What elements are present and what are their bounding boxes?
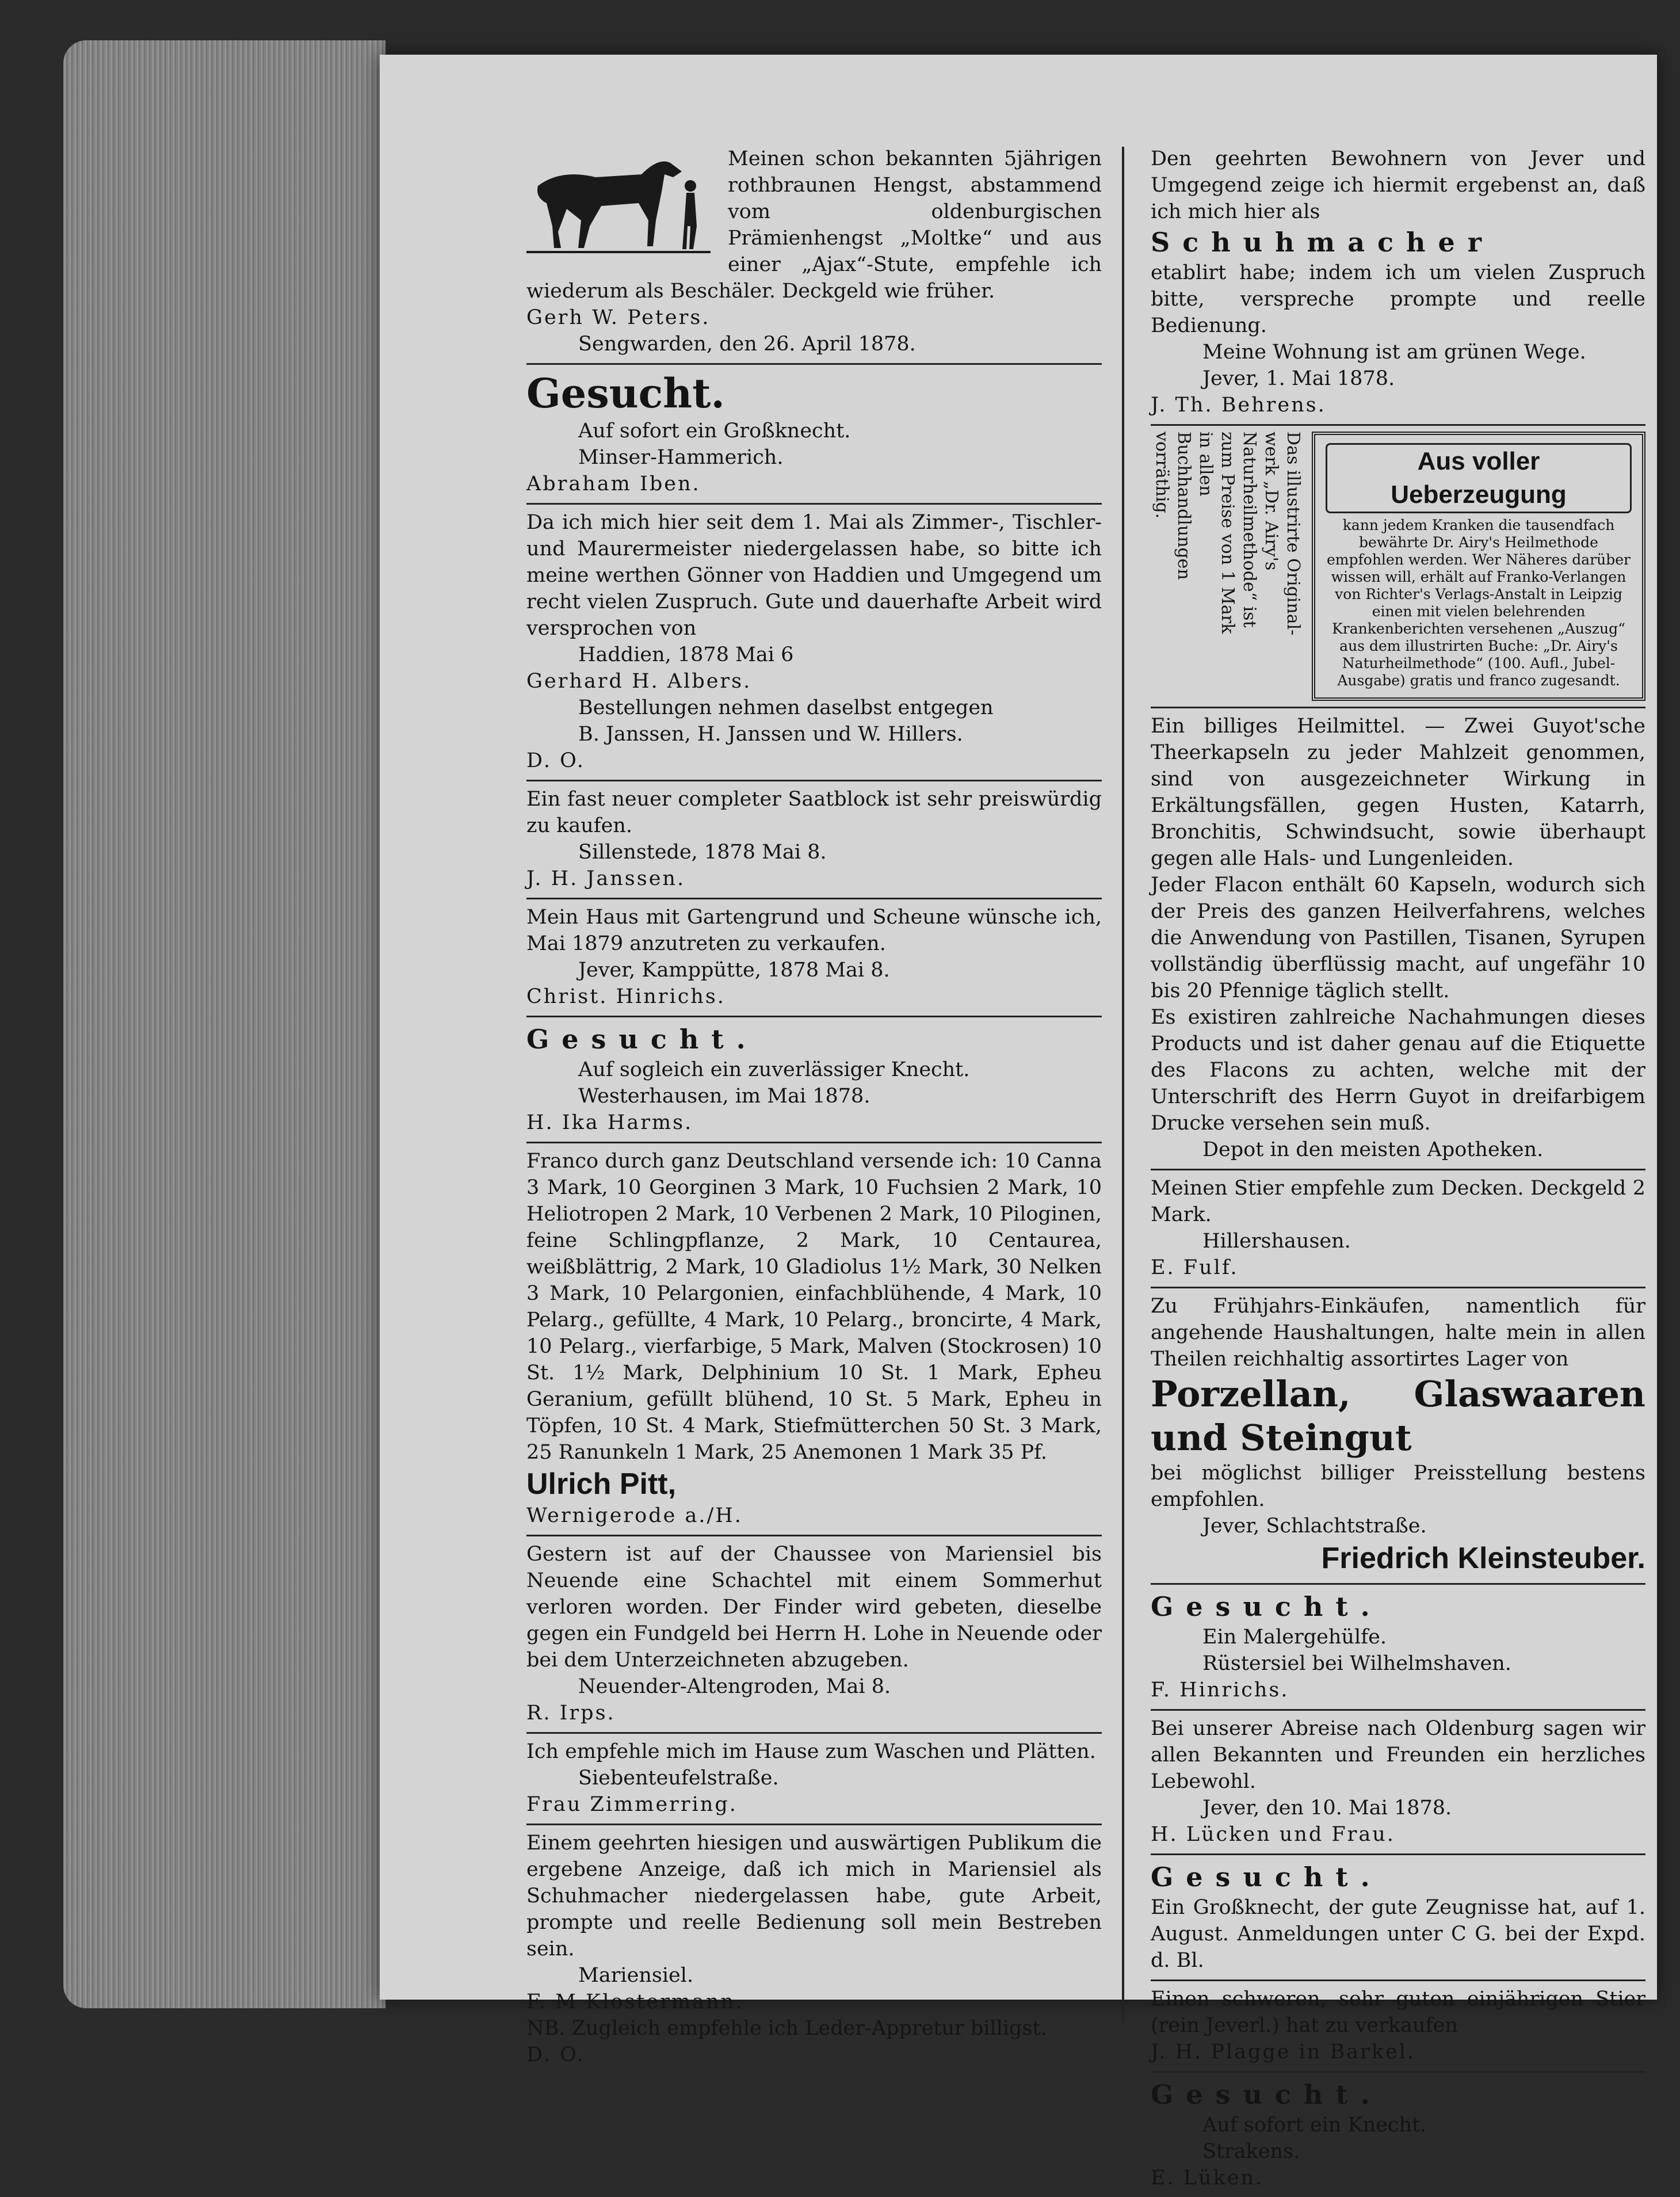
- ad-place: Jever, Schlachtstraße.: [1202, 1515, 1427, 1538]
- ad-horse: [526, 141, 1102, 365]
- ad-initials: D. O.: [526, 749, 585, 772]
- ad-signature: Gerhard H. Albers.: [526, 670, 752, 693]
- ad-luecken: [1151, 1711, 1645, 1855]
- ad-place: Strakens.: [1202, 2140, 1300, 2163]
- ad-heilmittel: [1151, 708, 1645, 1170]
- ad-date: Neuender-Altengroden, Mai 8.: [578, 1675, 891, 1698]
- newspaper-page: [380, 55, 1657, 2190]
- ad-signature: Abraham Iben.: [526, 472, 701, 495]
- ad-title: Aus voller Ueberzeugung: [1326, 443, 1632, 513]
- ad-place: Siebenteufelstraße.: [578, 1767, 779, 1790]
- ad-place: Minser-Hammerich.: [578, 446, 784, 469]
- ad-text: Franco durch ganz Deutschland versende ich: 10 Canna 3 Mark, 10 Georginen 3 Mark, 10 Fuchsien 2 Mark, 10 Heliotropen 2 Mark, 10 Verbenen 2 Mark, 10 Piloginen, feine Schlingpflanze, 2 Mark, 10 Centaurea, weißblättrig, 2 Mark, 10 Gladiolus 1½ Mark, 30 Nelken 3 Mark, 10 Pelargonien, einfachblühende, 4 Mark, 10 Pelarg., gefüllte, 4 Mark, 10 Pelarg., broncirte, 4 Mark, 10 Pelarg., vierfarbige, 5 Mark, Malven (Stockrosen) 10 St. 1½ Mark, Delphinium 10 St. 1 Mark, Epheu Geranium, gefüllt blühend, 10 St. 5 Mark, Epheu in Töpfen, 10 St. 4 Mark, Stiefmütterchen 50 St. 3 Mark, 25 Ranunkeln 1 Mark, 25 Anemonen 1 Mark 35 Pf.: [526, 1150, 1102, 1464]
- ad-signature: H. Lücken und Frau.: [1151, 1823, 1395, 1846]
- right-column: [1151, 141, 1645, 2197]
- ad-text: Auf sogleich ein zuverlässiger Knecht.: [578, 1058, 970, 1081]
- ad-text: Mein Haus mit Gartengrund und Scheune wünsche ich, Mai 1879 anzutreten zu verkaufen.: [526, 906, 1102, 955]
- ad-kleinsteuber: [1151, 1288, 1645, 1585]
- ad-date: Sillenstede, 1878 Mai 8.: [578, 841, 827, 864]
- ad-signature: R. Irps.: [526, 1702, 616, 1725]
- ad-signature: F. Hinrichs.: [1151, 1679, 1289, 1702]
- ad-place: Wernigerode a./H.: [526, 1504, 743, 1527]
- ad-text2: etablirt habe; indem ich um vielen Zuspruch bitte, verspreche prompte und reelle Bedienung.: [1151, 261, 1645, 337]
- ad-text: Den geehrten Bewohnern von Jever und Umgegend zeige ich hiermit ergebenst an, daß ich mich hier als: [1151, 147, 1645, 223]
- ad-text: Bei unserer Abreise nach Oldenburg sagen wir allen Bekannten und Freunden ein herzliches Lebewohl.: [1151, 1717, 1645, 1793]
- ad-haus: [526, 899, 1102, 1017]
- ad-signature: Frau Zimmerring.: [526, 1793, 738, 1816]
- column-divider: [1122, 147, 1124, 2023]
- ad-text: Einem geehrten hiesigen und auswärtigen Publikum die ergebene Anzeige, daß ich mich in Mariensiel als Schuhmacher niedergelassen habe, gute Arbeit, prompte und reelle Bedienung soll mein Bestreben sein.: [526, 1832, 1102, 1960]
- ad-title: Gesucht.: [526, 1024, 758, 1055]
- ad-title: Gesucht.: [1151, 1591, 1383, 1622]
- ad-text: Zu Frühjahrs-Einkäufen, namentlich für angehende Haushaltungen, halte mein in allen Theilen reichhaltig assortirtes Lager von: [1151, 1295, 1645, 1371]
- ad-orders: Bestellungen nehmen daselbst entgegen: [578, 696, 994, 719]
- ad-text: Einen schweren, sehr guten einjährigen Stier (rein Jeverl.) hat zu verkaufen: [1151, 1988, 1645, 2037]
- ad-klostermann: [526, 1825, 1102, 2074]
- ad-text: Auf sofort ein Knecht.: [1202, 2114, 1427, 2137]
- ad-text: kann jedem Kranken die tausendfach bewährte Dr. Airy's Heilmethode empfohlen werden. Wer Näheres darüber wissen will, erhält auf Franko-Verlangen von Richter's Verlags-Anstalt in Leipzig einen mit vielen belehrenden Krankenberichten versehenen „Auszug“ aus dem illustrirten Buche: „Dr. Airy's Naturheilmethode“ (100. Aufl., Jubel-Ausgabe) gratis und franco zugesandt.: [1327, 517, 1631, 689]
- left-column: [526, 141, 1102, 2074]
- ad-framed-box: [1312, 432, 1645, 701]
- ad-schachtel: [526, 1536, 1102, 1734]
- ad-date: Jever, Kamppütte, 1878 Mai 8.: [578, 959, 890, 982]
- ad-gesucht-grossknecht: [526, 365, 1102, 505]
- ad-date: Jever, den 10. Mai 1878.: [1202, 1796, 1452, 1820]
- ad-title: Gesucht.: [1151, 1862, 1383, 1893]
- ad-address: Meine Wohnung ist am grünen Wege.: [1202, 341, 1586, 364]
- ad-signature: Gerh W. Peters.: [526, 306, 711, 329]
- ad-text2: Jeder Flacon enthält 60 Kapseln, wodurch sich der Preis des ganzen Heilverfahrens, welches die Anwendung von Pastillen, Tisanen, Syrupen vollständig überflüssig macht, auf ungefähr 10 bis 20 Pfennige täglich stellt.: [1151, 874, 1645, 1002]
- ad-text: Auf sofort ein Großknecht.: [578, 419, 851, 443]
- ad-signature: J. H. Janssen.: [526, 867, 686, 890]
- ad-text: Ein Großknecht, der gute Zeugnisse hat, auf 1. August. Anmeldungen unter C G. bei der Expd. d. Bl.: [1151, 1896, 1645, 1972]
- ad-text: Meinen schon bekannten 5jährigen rothbraunen Hengst, abstammend vom oldenburgischen Prämienhengst „Moltke“ und aus einer „Ajax“-Stute, empfehle ich wiederum als Beschäler. Deckgeld wie früher.: [526, 147, 1102, 303]
- ad-text: Ein Malergehülfe.: [1202, 1626, 1387, 1649]
- ad-date: Jever, 1. Mai 1878.: [1202, 367, 1395, 390]
- ad-pitt-flowers: [526, 1143, 1102, 1536]
- ad-signature: Ulrich Pitt,: [526, 1467, 677, 1501]
- ad-signature: Christ. Hinrichs.: [526, 985, 726, 1008]
- ad-behrens: [1151, 141, 1645, 426]
- ad-stier: [1151, 1170, 1645, 1288]
- ad-saatblock: [526, 781, 1102, 899]
- ad-place: Rüstersiel bei Wilhelmshaven.: [1202, 1652, 1511, 1675]
- ad-signature: F. M Klostermann.: [526, 1990, 744, 2013]
- ad-names: B. Janssen, H. Janssen und W. Hillers.: [578, 723, 963, 746]
- ad-text: Gestern ist auf der Chaussee von Mariensiel bis Neuende eine Schachtel mit einem Sommerhut verloren worden. Der Finder wird gebeten, dieselbe gegen ein Fundgeld bei Herrn H. Lohe in Neuende oder bei dem Unterzeichneten abzugeben.: [526, 1543, 1102, 1672]
- ad-gesucht-grossknecht-2: [1151, 1855, 1645, 1981]
- ad-signature: J. Th. Behrens.: [1151, 394, 1326, 417]
- ad-text: Ein billiges Heilmittel. — Zwei Guyot'sche Theerkapseln zu jeder Mahlzeit genommen, sind von ausgezeichneter Wirkung in Erkältungsfällen, gegen Husten, Katarrh, Bronchitis, Schwindsucht, sowie überhaupt gegen alle Hals- und Lungenleiden.: [1151, 715, 1645, 870]
- ad-waschen: [526, 1734, 1102, 1825]
- book-page-stack: [63, 40, 385, 2008]
- ad-text2: bei möglichst billiger Preisstellung bestens empfohlen.: [1151, 1462, 1645, 1511]
- ad-title: Gesucht.: [526, 369, 725, 417]
- ad-date: Haddien, 1878 Mai 6: [578, 643, 794, 666]
- ad-vertical-text: Das illustrirte Original-werk „Dr. Airy's Naturheilmethode“ ist zum Preise von 1 Mark in allen Buchhandlungen vorräthig.: [1152, 432, 1303, 636]
- ad-text: Ein fast neuer completer Saatblock ist sehr preiswürdig zu kaufen.: [526, 788, 1102, 837]
- ad-text: Da ich mich hier seit dem 1. Mai als Zimmer-, Tischler- und Maurermeister niedergelassen habe, so bitte ich meine werthen Gönner von Haddien und Umgegend um recht vielen Zuspruch. Gute und dauerhafte Arbeit wird versprochen von: [526, 511, 1102, 640]
- ad-signature: H. Ika Harms.: [526, 1111, 693, 1134]
- ad-place: Hillershausen.: [1202, 1230, 1351, 1253]
- ad-gesucht-maler: [1151, 1585, 1645, 1711]
- ad-airy: [1151, 426, 1645, 708]
- ad-gesucht-knecht: [526, 1017, 1102, 1143]
- ad-place: Mariensiel.: [578, 1964, 694, 1987]
- ad-text: Ich empfehle mich im Hause zum Waschen und Plätten.: [526, 1740, 1096, 1763]
- ad-note: NB. Zugleich empfehle ich Leder-Appretur billigst.: [526, 2017, 1047, 2040]
- ad-title: Schuhmacher: [1151, 227, 1494, 258]
- ad-signature: Friedrich Kleinsteuber.: [1321, 1542, 1645, 1575]
- ad-text3: Es existiren zahlreiche Nachahmungen dieses Products und ist daher genau auf die Etiquette des Flacons zu achten, welche mit der Unterschrift des Herrn Guyot in dreifarbigem Drucke versehen sein muß.: [1151, 1006, 1645, 1135]
- ad-text: Meinen Stier empfehle zum Decken. Deckgeld 2 Mark.: [1151, 1177, 1645, 1226]
- ad-date: Westerhausen, im Mai 1878.: [578, 1085, 870, 1108]
- ad-plagge: [1151, 1981, 1645, 2073]
- horse-icon: [526, 146, 711, 261]
- ad-signature: E. Fulf.: [1151, 1256, 1239, 1279]
- ad-title: Porzellan, Glaswaaren und Steingut: [1151, 1373, 1645, 1459]
- ad-albers: [526, 505, 1102, 781]
- ad-date: Sengwarden, den 26. April 1878.: [578, 333, 916, 356]
- ad-initials: D. O.: [526, 2043, 585, 2066]
- ad-title: Gesucht.: [1151, 2079, 1383, 2110]
- ad-signature: J. H. Plagge in Barkel.: [1151, 2040, 1416, 2063]
- ad-gesucht-knecht-2: [1151, 2073, 1645, 2197]
- ad-depot: Depot in den meisten Apotheken.: [1202, 1138, 1544, 1161]
- ad-signature: E. Lüken.: [1151, 2167, 1264, 2190]
